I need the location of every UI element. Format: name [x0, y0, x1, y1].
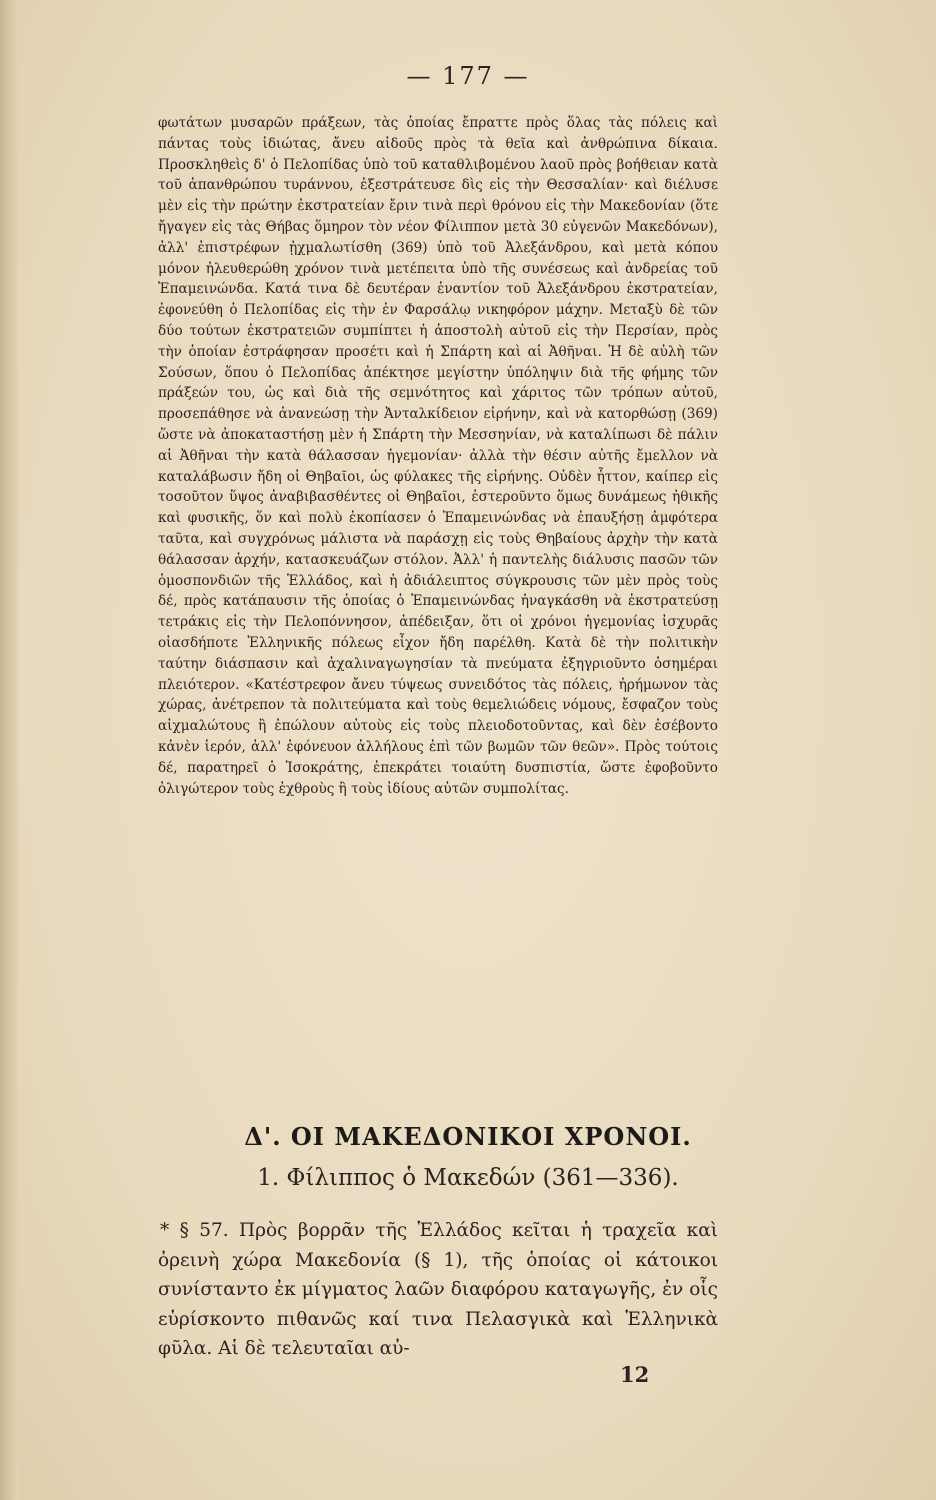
section-title: Δ'. ΟΙ ΜΑΚΕΔΟΝΙΚΟΙ ΧΡΟΝΟΙ.: [244, 1122, 692, 1151]
page-gutter: [0, 0, 18, 1500]
signature-mark: 12: [620, 1362, 650, 1387]
page-number: — 177 —: [406, 62, 530, 90]
section-paragraph: * § 57. Πρὸς βορρᾶν τῆς Ἑλλάδος κεῖται ἡ τραχεῖα καὶ ὀρεινὴ χώρα Μακεδονία (§ 1), τῆς ὁποίας οἱ κάτοικοι συνίσταντο ἐκ μίγματος λαῶν διαφόρου καταγωγῆς, ἐν οἷς εὑρίσκοντο πιθανῶς καί τινα Πελασγικὰ καὶ Ἑλληνικὰ φῦλα. Αἱ δὲ τελευταῖαι αὐ-: [158, 1220, 718, 1359]
subsection-title: 1. Φίλιππος ὁ Μακεδών (361—336).: [257, 1165, 679, 1191]
body-text: φωτάτων μυσαρῶν πράξεων, τὰς ὁποίας ἔπραττε πρὸς ὅλας τὰς πόλεις καὶ πάντας τοὺς ἰδιώτας, ἄνευ αἰδοῦς πρὸς τὰ θεῖα καὶ ἀνθρώπινα δίκαια. Προσκληθεὶς δ' ὁ Πελοπίδας ὑπὸ τοῦ καταθλιβομένου λαοῦ πρὸς βοήθειαν κατὰ τοῦ ἀπανθρώπου τυράννου, ἐξεστράτευσε δὶς εἰς τὴν Θεσσαλίαν· καὶ διέλυσε μὲν εἰς τὴν πρώτην ἐκστρατείαν ἔριν τινὰ περὶ θρόνου εἰς τὴν Μακεδονίαν (ὅτε ἤγαγεν εἰς τὰς Θήβας ὅμηρον τὸν νέον Φίλιππον μετὰ 30 εὐγενῶν Μακεδόνων), ἀλλ' ἐπιστρέφων ᾐχμαλωτίσθη (369) ὑπὸ τοῦ Ἀλεξάνδρου, καὶ μετὰ κόπου μόνον ἠλευθερώθη χρόνον τινὰ μετέπειτα ὑπὸ τῆς συνέσεως καὶ ἀνδρείας τοῦ Ἐπαμεινώνδα. Κατά τινα δὲ δευτέραν ἐναντίον τοῦ Ἀλεξάνδρου ἐκστρατείαν, ἐφονεύθη ὁ Πελοπίδας εἰς τὴν ἐν Φαρσάλῳ νικηφόρον μάχην. Μεταξὺ δὲ τῶν δύο τούτων ἐκστρατειῶν συμπίπτει ἡ ἀποστολὴ αὐτοῦ εἰς τὴν Περσίαν, πρὸς τὴν ὁποίαν ἐστράφησαν προσέτι καὶ ἡ Σπάρτη καὶ αἱ Ἀθῆναι. Ἡ δὲ αὐλὴ τῶν Σούσων, ὅπου ὁ Πελοπίδας ἀπέκτησε μεγίστην ὑπόληψιν διὰ τῆς φήμης τῶν πράξεών του, ὡς καὶ διὰ τῆς σεμνότητος καὶ χάριτος τῶν τρόπων αὐτοῦ, προσεπάθησε νὰ ἀνανεώσῃ τὴν Ἀνταλκίδειον εἰρήνην, καὶ νὰ κατορθώσῃ (369) ὥστε νὰ ἀποκαταστήσῃ μὲν ἡ Σπάρτη τὴν Μεσσηνίαν, νὰ καταλίπωσι δὲ πάλιν αἱ Ἀθῆναι τὴν κατὰ θάλασσαν ἡγεμονίαν· ἀλλὰ τὴν θέσιν αὐτῆς ἔμελλον νὰ καταλάβωσιν ἤδη οἱ Θηβαῖοι, ὡς φύλακες τῆς εἰρήνης. Οὐδὲν ἧττον, καίπερ εἰς τοσοῦτον ὕψος ἀναβιβασθέντες οἱ Θηβαῖοι, ἐστεροῦντο ὅμως δυνάμεως ἠθικῆς καὶ φυσικῆς, ὅν καὶ πολὺ ἐκοπίασεν ὁ Ἐπαμεινώνδας νὰ ἐπαυξήσῃ ἀμφότερα ταῦτα, καὶ συγχρόνως μάλιστα νὰ παράσχῃ εἰς τοὺς Θηβαίους ἀρχὴν τὴν κατὰ θάλασσαν ἀρχήν, κατασκευάζων στόλον. Ἀλλ' ἡ παντελὴς διάλυσις πασῶν τῶν ὁμοσπονδιῶν τῆς Ἑλλάδος, καὶ ἡ ἀδιάλειπτος σύγκρουσις τῶν μὲν πρὸς τοὺς δέ, πρὸς κατάπαυσιν τῆς ὁποίας ὁ Ἐπαμεινώνδας ἠναγκάσθη νὰ ἐκστρατεύσῃ τετράκις εἰς τὴν Πελοπόννησον, ἀπέδειξαν, ὅτι οἱ χρόνοι ἡγεμονίας ἰσχυρᾶς οἱασδήποτε Ἑλληνικῆς πόλεως εἶχον ἤδη παρέλθη. Κατὰ δὲ τὴν πολιτικὴν ταύτην διάσπασιν καὶ ἀχαλιναγωγησίαν τὰ πνεύματα ἐξηγριοῦντο ὁσημέραι πλειότερον. «Κατέστρεφον ἄνευ τύψεως συνειδότος τὰς πόλεις, ἠρήμωνον τὰς χώρας, ἀνέτρεπον τὰ πολιτεύματα καὶ τοὺς θεμελιώδεις νόμους, ἔσφαζον τοὺς αἰχμαλώτους ἢ ἐπώλουν αὐτοὺς εἰς τοὺς πλειοδοτοῦντας, καὶ δὲν ἐσέβοντο κἀνὲν ἱερόν, ἀλλ' ἐφόνευον ἀλλήλους ἐπὶ τῶν βωμῶν τῶν θεῶν». Πρὸς τούτοις δέ, παρατηρεῖ ὁ Ἰσοκράτης, ἐπεκράτει τοιαύτη δυσπιστία, ὥστε ἐφοβοῦντο ὀλιγώτερον τοὺς ἐχθροὺς ἢ τοὺς ἰδίους αὐτῶν συμπολίτας.: [158, 115, 718, 797]
